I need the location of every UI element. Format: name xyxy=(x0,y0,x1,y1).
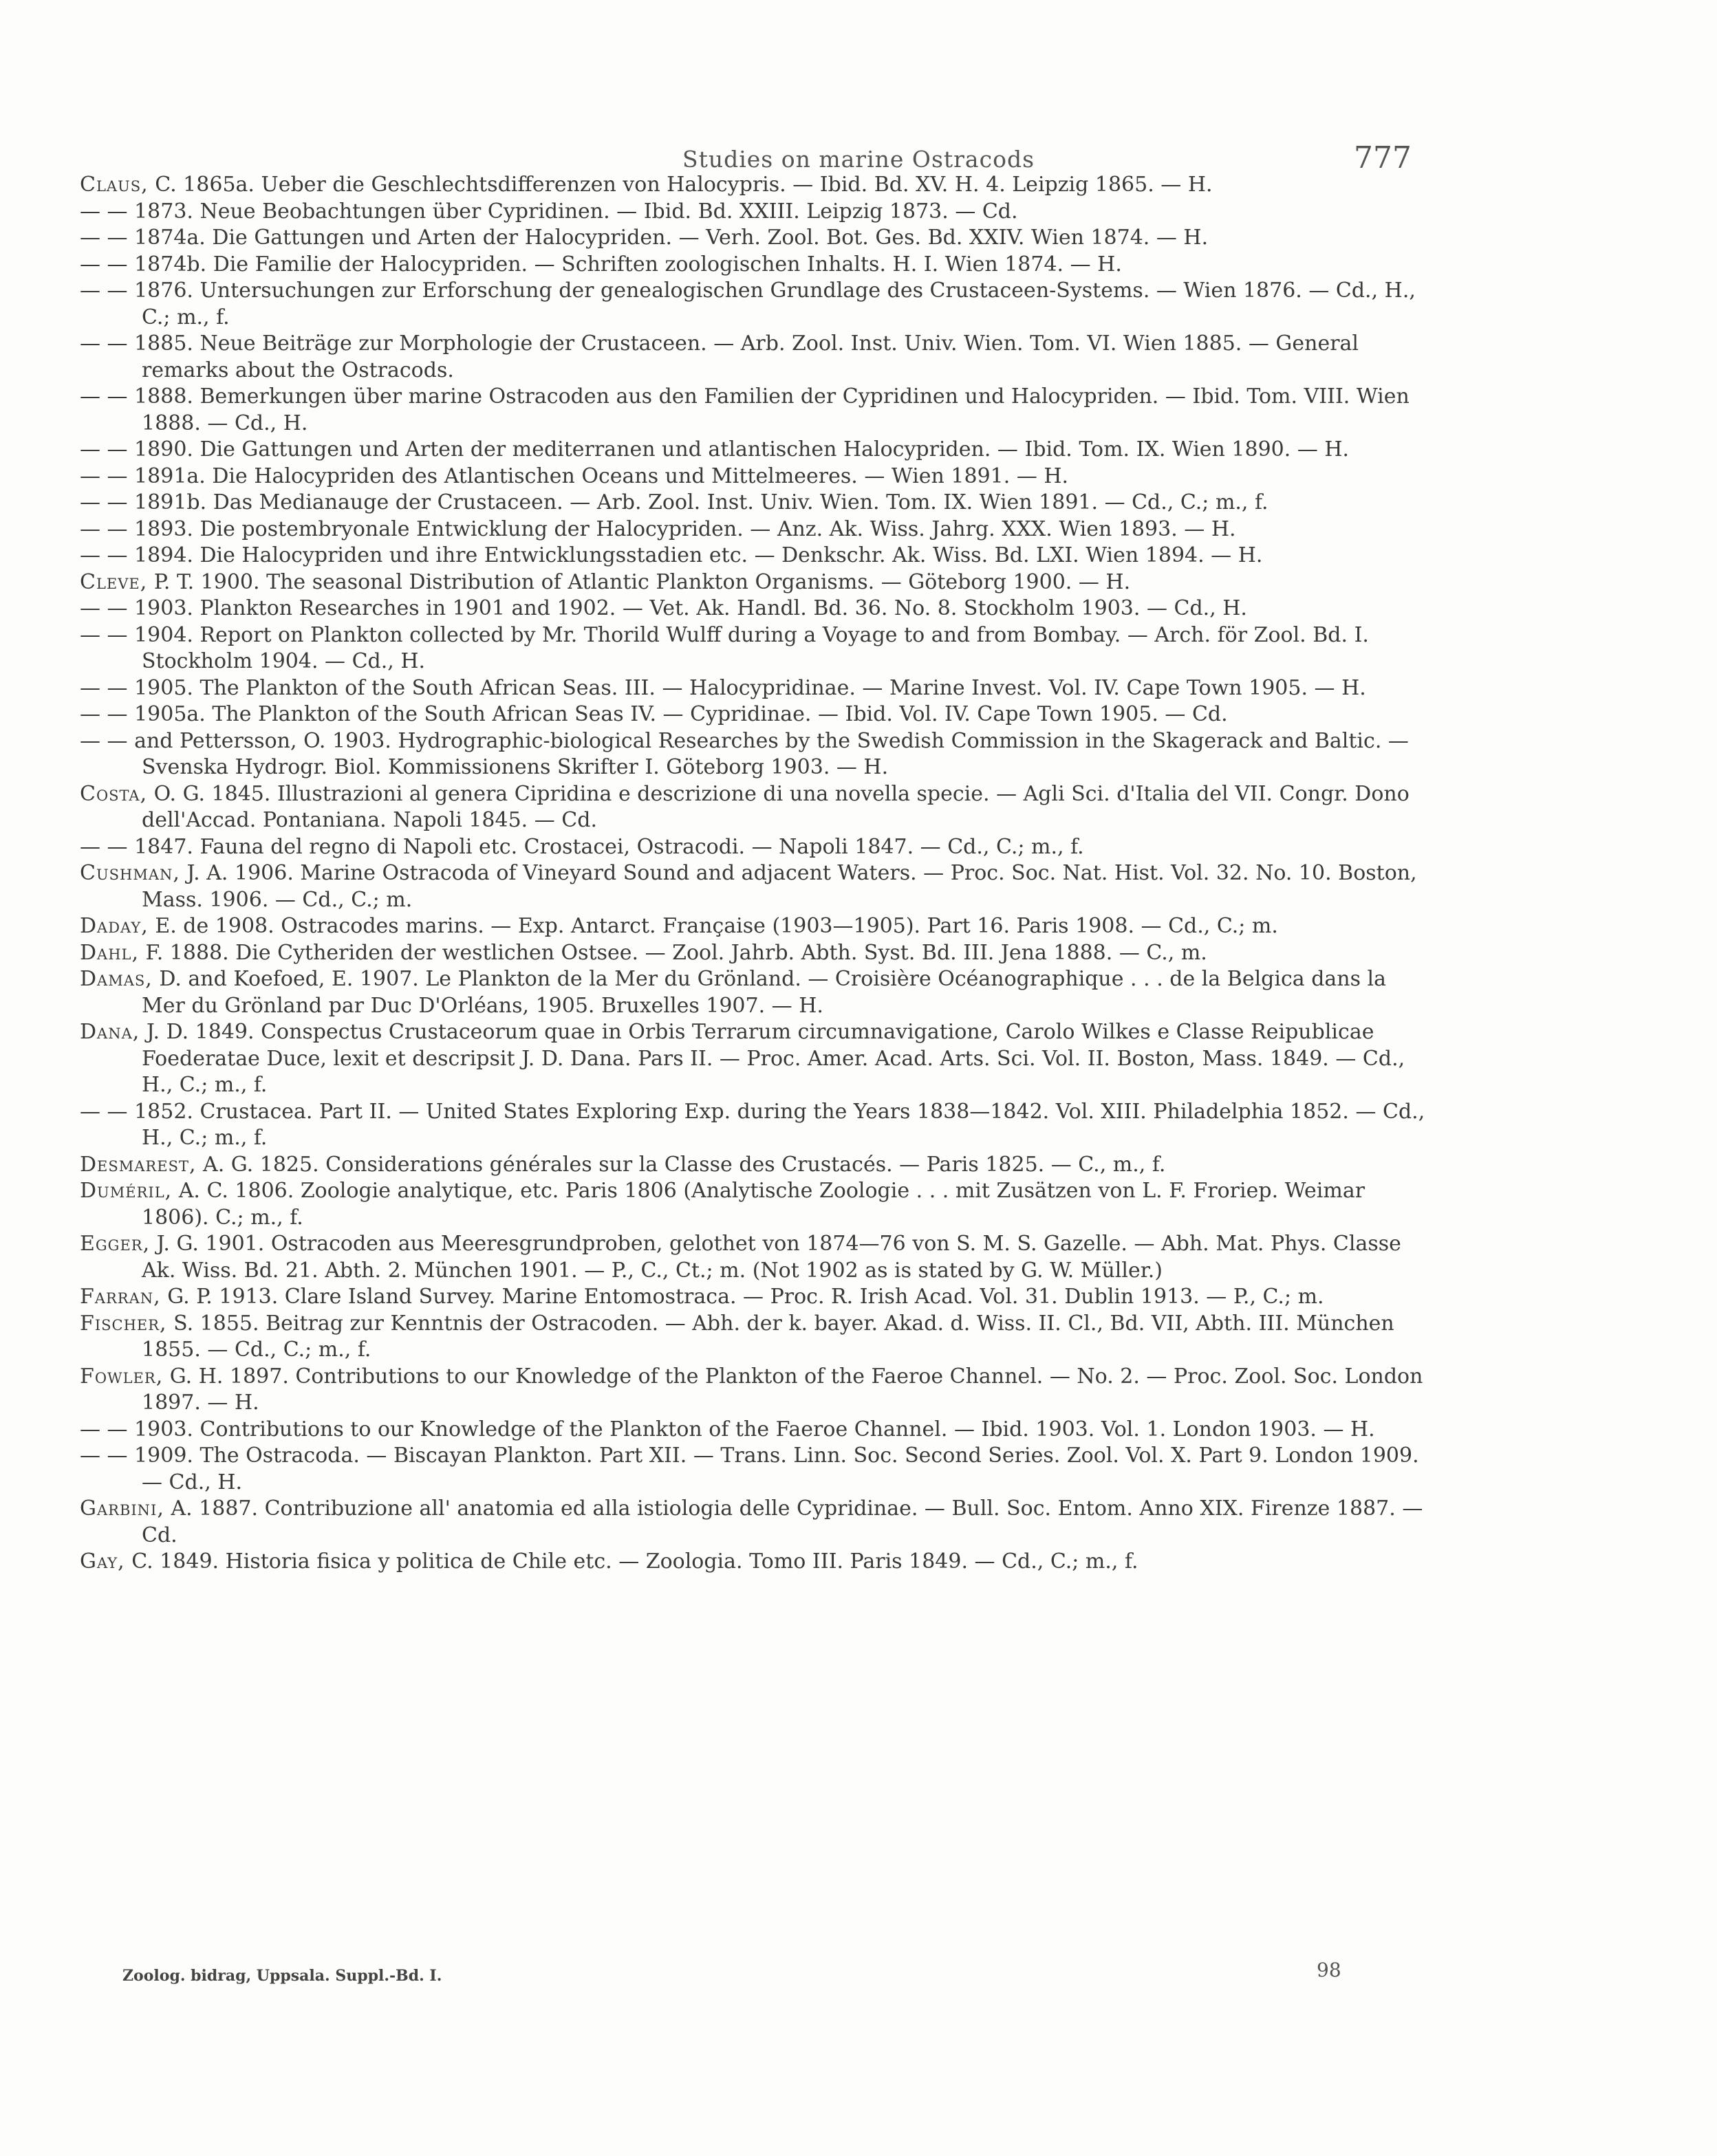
reference-text: — — 1893. Die postembryonale Entwicklung der Halocypriden. — Anz. Ak. Wiss. Jahrg. XXX. Wien 1893. — H. xyxy=(80,516,1236,541)
reference-entry xyxy=(80,728,1431,781)
reference-entry xyxy=(80,1496,1431,1549)
reference-text: C. 1865a. Ueber die Geschlechtsdifferenzen von Halocypris. — Ibid. Bd. XV. H. 4. Leipzig 1865. — H. xyxy=(148,173,1213,197)
reference-author: Daday, xyxy=(80,914,149,938)
reference-author: Dana, xyxy=(80,1020,140,1044)
reference-text: — — 1852. Crustacea. Part II. — United States Exploring Exp. during the Years 1838—1842. Vol. XIII. Philadelphia 1852. — Cd., H., C.; m., f. xyxy=(80,1099,1425,1150)
reference-entry xyxy=(80,1019,1431,1099)
reference-entry xyxy=(80,1231,1431,1284)
reference-entry xyxy=(80,199,1431,226)
reference-text: O. G. 1845. Illustrazioni al genera Cipridina e descrizione di una novella specie. — Agli Sci. d'Italia del VII. Congr. Dono dell'Accad. Pontaniana. Napoli 1845. — Cd. xyxy=(142,781,1410,832)
reference-text: — — 1874b. Die Familie der Halocypriden. — Schriften zoologischen Inhalts. H. I. Wien 1874. — H. xyxy=(80,252,1122,276)
reference-entry xyxy=(80,543,1431,569)
reference-text: — — and Pettersson, O. 1903. Hydrographic-biological Researches by the Swedish Commission in the Skagerack and Baltic. — Svenska Hydrogr. Biol. Kommissionens Skrifter I. Göteborg 1903. — H. xyxy=(80,728,1409,779)
reference-text: — — 1890. Die Gattungen und Arten der mediterranen und atlantischen Halocypriden. — Ibid. Tom. IX. Wien 1890. — H. xyxy=(80,437,1350,461)
reference-entry xyxy=(80,225,1431,252)
reference-entry xyxy=(80,781,1431,834)
reference-entry xyxy=(80,1178,1431,1231)
reference-entry xyxy=(80,860,1431,913)
reference-author: Duméril, xyxy=(80,1179,173,1203)
reference-text: — — 1891b. Das Medianauge der Crustaceen. — Arb. Zool. Inst. Univ. Wien. Tom. IX. Wien 1891. — Cd., C.; m., f. xyxy=(80,490,1268,514)
reference-entry xyxy=(80,464,1431,490)
reference-text: A. 1887. Contribuzione all' anatomia ed alla istiologia delle Cypridinae. — Bull. Soc. Entom. Anno XIX. Firenze 1887. — Cd. xyxy=(142,1496,1423,1547)
reference-entry xyxy=(80,490,1431,516)
reference-author: Egger, xyxy=(80,1232,151,1256)
reference-text: — — 1874a. Die Gattungen und Arten der Halocypriden. — Verh. Zool. Bot. Ges. Bd. XXIV. Wien 1874. — H. xyxy=(80,226,1209,250)
reference-entry xyxy=(80,252,1431,279)
reference-entry xyxy=(80,1549,1431,1576)
reference-author: Claus, xyxy=(80,173,149,197)
reference-author: Garbini, xyxy=(80,1496,164,1521)
reference-entry xyxy=(80,596,1431,622)
reference-text: G. H. 1897. Contributions to our Knowledge of the Plankton of the Faeroe Channel. — No. 2. — Proc. Zool. Soc. London 1897. — H. xyxy=(142,1364,1423,1415)
reference-entry xyxy=(80,940,1431,967)
reference-text: F. 1888. Die Cytheriden der westlichen Ostsee. — Zool. Jahrb. Abth. Syst. Bd. III. Jena 1888. — C., m. xyxy=(139,940,1207,965)
reference-author: Desmarest, xyxy=(80,1152,197,1177)
reference-list xyxy=(80,172,1431,1576)
page-number: 777 xyxy=(1354,140,1412,175)
reference-text: J. A. 1906. Marine Ostracoda of Vineyard Sound and adjacent Waters. — Proc. Soc. Nat. Hist. Vol. 32. No. 10. Boston, Mass. 1906. — Cd., C.; m. xyxy=(142,861,1417,912)
reference-author: Dahl, xyxy=(80,940,140,965)
reference-text: — — 1904. Report on Plankton collected by Mr. Thorild Wulff during a Voyage to and from Bombay. — Arch. för Zool. Bd. I. Stockholm 1904. — Cd., H. xyxy=(80,622,1369,673)
reference-text: — — 1903. Plankton Researches in 1901 and 1902. — Vet. Ak. Handl. Bd. 36. No. 8. Stockholm 1903. — Cd., H. xyxy=(80,596,1247,620)
reference-entry xyxy=(80,1099,1431,1152)
reference-author: Damas, xyxy=(80,967,153,991)
reference-text: S. 1855. Beitrag zur Kenntnis der Ostracoden. — Abh. der k. bayer. Akad. d. Wiss. II. Cl., Bd. VII, Abth. III. München 1855. — Cd., C.; m., f. xyxy=(142,1311,1394,1362)
reference-entry xyxy=(80,569,1431,596)
reference-entry xyxy=(80,1311,1431,1364)
reference-entry xyxy=(80,913,1431,940)
footer-series: Zoolog. bidrag, Uppsala. Suppl.-Bd. I. xyxy=(122,1967,442,1985)
reference-text: G. P. 1913. Clare Island Survey. Marine Entomostraca. — Proc. R. Irish Acad. Vol. 31. Dublin 1913. — P., C.; m. xyxy=(160,1285,1324,1309)
reference-entry xyxy=(80,516,1431,543)
reference-text: — — 1847. Fauna del regno di Napoli etc. Crostacei, Ostracodi. — Napoli 1847. — Cd., C.; m., f. xyxy=(80,834,1084,859)
reference-entry xyxy=(80,331,1431,384)
reference-author: Fowler, xyxy=(80,1364,164,1389)
reference-entry xyxy=(80,278,1431,331)
reference-text: — — 1885. Neue Beiträge zur Morphologie der Crustaceen. — Arb. Zool. Inst. Univ. Wien. Tom. VI. Wien 1885. — General remarks about the Ostracods. xyxy=(80,331,1359,382)
reference-entry xyxy=(80,1417,1431,1444)
reference-text: D. and Koefoed, E. 1907. Le Plankton de la Mer du Grönland. — Croisière Océanographique . . . de la Belgica dans la Mer du Grönland par Duc D'Orléans, 1905. Bruxelles 1907. — H. xyxy=(142,967,1387,1018)
reference-entry xyxy=(80,675,1431,702)
reference-text: A. G. 1825. Considerations générales sur la Classe des Crustacés. — Paris 1825. — C., m., f. xyxy=(196,1152,1166,1177)
reference-entry xyxy=(80,1364,1431,1417)
reference-text: P. T. 1900. The seasonal Distribution of Atlantic Plankton Organisms. — Göteborg 1900. — H. xyxy=(147,569,1131,594)
reference-text: — — 1894. Die Halocypriden und ihre Entwicklungsstadien etc. — Denkschr. Ak. Wiss. Bd. LXI. Wien 1894. — H. xyxy=(80,543,1263,567)
reference-entry xyxy=(80,1284,1431,1311)
reference-author: Cleve, xyxy=(80,569,148,594)
reference-entry xyxy=(80,834,1431,861)
reference-author: Gay, xyxy=(80,1549,125,1574)
reference-text: J. D. 1849. Conspectus Crustaceorum quae in Orbis Terrarum circumnavigatione, Carolo Wilkes e Classe Reipublicae Foederatae Duce, lexit et descripsit J. D. Dana. Pars II. — Proc. Amer. Acad. Arts. Sci. Vol. II. Boston, Mass. 1849. — Cd., H., C.; m., f. xyxy=(140,1020,1405,1097)
reference-text: — — 1909. The Ostracoda. — Biscayan Plankton. Part XII. — Trans. Linn. Soc. Second Series. Zool. Vol. X. Part 9. London 1909. — Cd., H. xyxy=(80,1444,1419,1494)
reference-entry xyxy=(80,437,1431,464)
reference-entry xyxy=(80,172,1431,199)
reference-text: — — 1905a. The Plankton of the South African Seas IV. — Cypridinae. — Ibid. Vol. IV. Cape Town 1905. — Cd. xyxy=(80,702,1228,726)
reference-text: — — 1873. Neue Beobachtungen über Cypridinen. — Ibid. Bd. XXIII. Leipzig 1873. — Cd. xyxy=(80,199,1018,224)
reference-entry xyxy=(80,966,1431,1019)
reference-entry xyxy=(80,1443,1431,1496)
reference-author: Fischer, xyxy=(80,1311,167,1336)
reference-text: J. G. 1901. Ostracoden aus Meeresgrundproben, gelothet von 1874—76 von S. M. S. Gazelle. — Abh. Mat. Phys. Classe Ak. Wiss. Bd. 21. Abth. 2. München 1901. — P., C., Ct.; m. (Not 1902 as is stated by G. W. Müller.) xyxy=(142,1232,1401,1283)
reference-entry xyxy=(80,384,1431,437)
reference-entry xyxy=(80,1152,1431,1179)
reference-text: C. 1849. Historia fisica y politica de Chile etc. — Zoologia. Tomo III. Paris 1849. — Cd., C.; m., f. xyxy=(125,1549,1138,1574)
reference-author: Costa, xyxy=(80,781,148,806)
reference-text: — — 1876. Untersuchungen zur Erforschung der genealogischen Grundlage des Crustaceen-Systems. — Wien 1876. — Cd., H., C.; m., f. xyxy=(80,279,1416,329)
reference-text: — — 1905. The Plankton of the South African Seas. III. — Halocypridinae. — Marine Invest. Vol. IV. Cape Town 1905. — H. xyxy=(80,675,1366,700)
reference-author: Farran, xyxy=(80,1285,161,1309)
reference-author: Cushman, xyxy=(80,861,180,885)
reference-text: — — 1903. Contributions to our Knowledge of the Plankton of the Faeroe Channel. — Ibid. 1903. Vol. 1. London 1903. — H. xyxy=(80,1417,1375,1441)
reference-text: — — 1891a. Die Halocypriden des Atlantischen Oceans und Mittelmeeres. — Wien 1891. — H. xyxy=(80,464,1069,488)
reference-text: A. C. 1806. Zoologie analytique, etc. Paris 1806 (Analytische Zoologie . . . mit Zusätzen von L. F. Froriep. Weimar 1806). C.; m., f. xyxy=(142,1179,1365,1230)
reference-entry xyxy=(80,622,1431,675)
footer-signature: 98 xyxy=(1317,1959,1341,1981)
running-title: Studies on marine Ostracods xyxy=(682,146,1035,173)
reference-text: E. de 1908. Ostracodes marins. — Exp. Antarct. Française (1903—1905). Part 16. Paris 1908. — Cd., C.; m. xyxy=(148,914,1278,938)
reference-entry xyxy=(80,701,1431,728)
reference-text: — — 1888. Bemerkungen über marine Ostracoden aus den Familien der Cypridinen und Halocypriden. — Ibid. Tom. VIII. Wien 1888. — Cd., H. xyxy=(80,384,1410,435)
